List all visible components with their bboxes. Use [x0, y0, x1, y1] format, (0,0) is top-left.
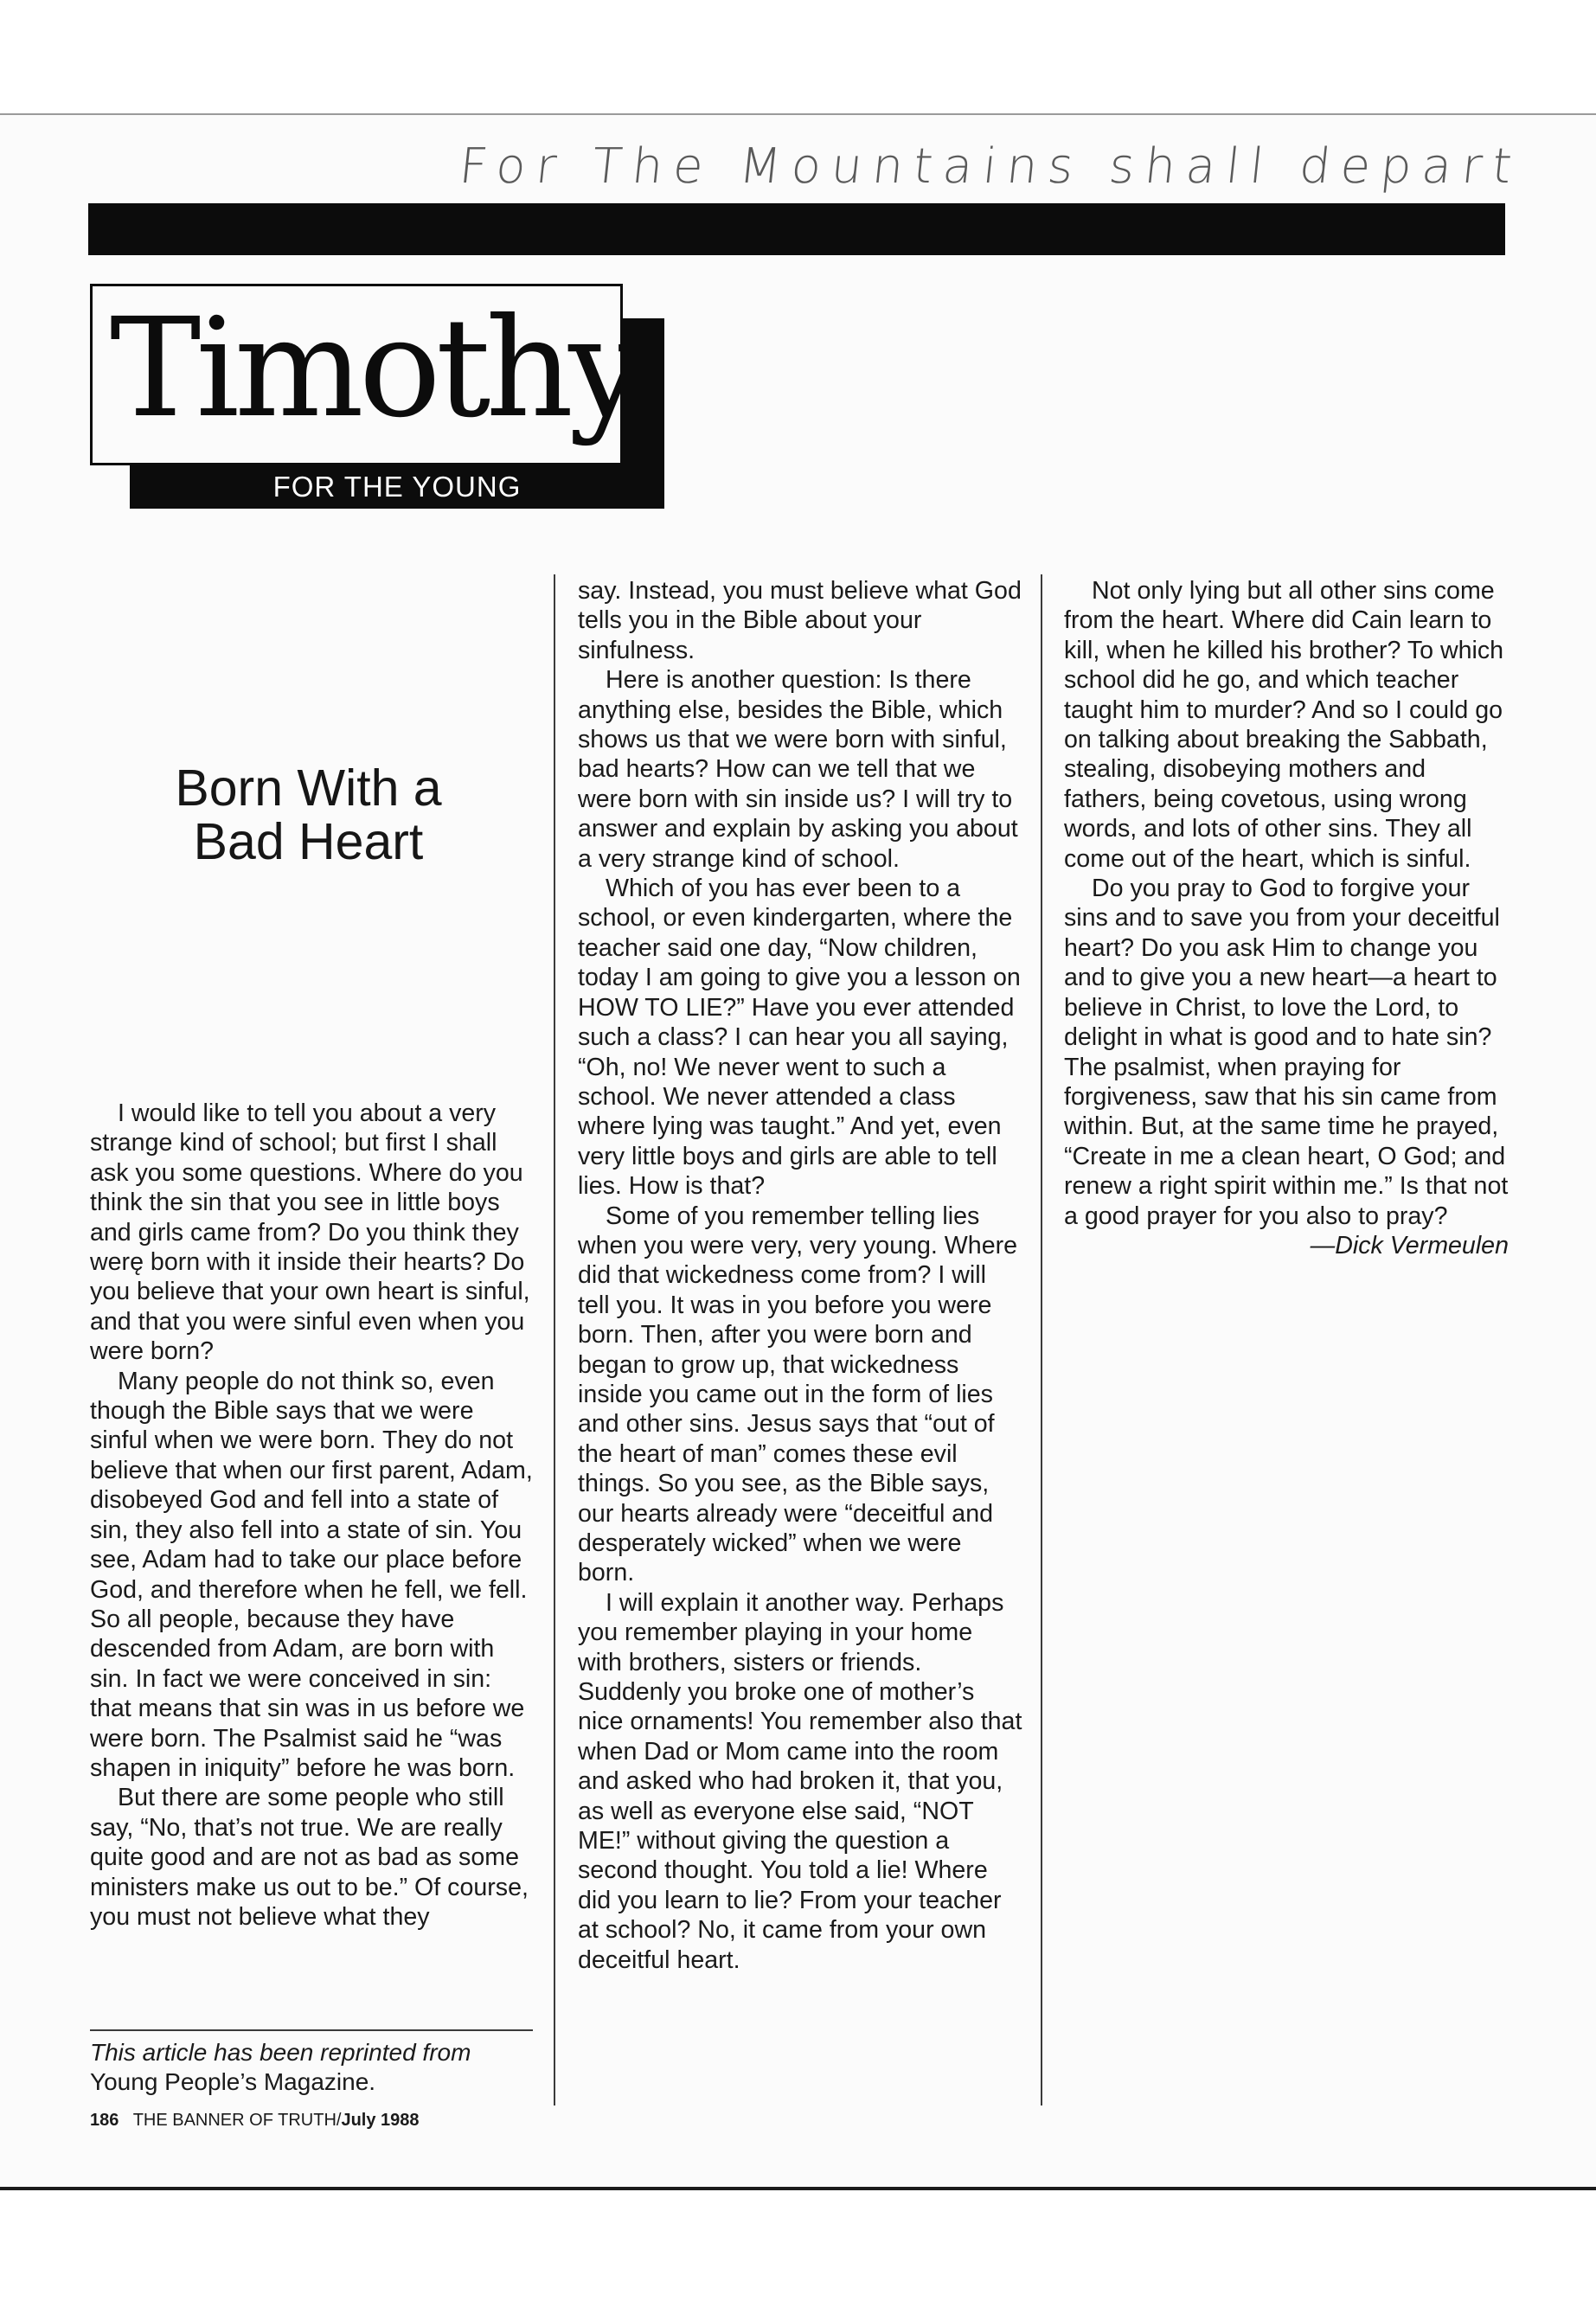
- masthead-title: Timothy: [110, 289, 641, 448]
- page-footer: [90, 2111, 609, 2131]
- paragraph: Some of you remember telling lies when you were very, very young. Where did that wickedness come from? I will tell you. It was in you before you were born. Then, after you were born and began to grow up, that wickedness inside you came out in the form of lies and other sins. Jesus says that “out of the heart of man” comes these evil things. So you see, as the Bible says, our hearts already were “deceitful and desperately wicked” when we were born.: [578, 1202, 1018, 1587]
- article-title: [90, 761, 527, 868]
- author-signature: —Dick Vermeulen: [1310, 1231, 1509, 1259]
- paragraph: Which of you has ever been to a school, or even kindergarten, where the teacher said one day, “Now children, today I am going to give you a lesson on HOW TO LIE?” Have you ever attended such a class? I can hear you all saying, “Oh, no! We never went to such a school. We never attended a class where lying was taught.” And yet, even very little boys and girls are able to tell lies. How is that?: [578, 875, 1021, 1201]
- reprint-note-italic: This article has been reprinted from: [90, 2039, 471, 2066]
- article-title-line-2: Bad Heart: [193, 813, 424, 870]
- page-number: 186: [90, 2111, 119, 2130]
- masthead-subtitle: FOR THE YOUNG: [130, 465, 664, 509]
- paragraph: I would like to tell you about a very strange kind of school; but first I shall ask you some questions. Where do you think the sin that you see in little boys and girls came from? Do you think they werę born with it inside their hearts? Do you believe that your own heart is sinful, and that you were sinful even when you were born?: [90, 1099, 530, 1366]
- paragraph: But there are some people who still say, “No, that’s not true. We are really quite good and are not as bad as some ministers make us out to be.” Of course, you must not believe what they: [90, 1784, 529, 1931]
- article-column-1: [90, 1099, 535, 1932]
- reprint-note-source: Young People’s Magazine.: [90, 2068, 376, 2095]
- paragraph: Here is another question: Is there anything else, besides the Bible, which shows us that we were born with sinful, bad hearts? How can we tell that we were born with sin inside us? I will try to answer and explain by asking you about a very strange kind of school.: [578, 666, 1018, 873]
- article-column-3: [1064, 576, 1509, 1260]
- article-title-line-1: Born With a: [175, 760, 442, 817]
- masthead-box: [90, 284, 641, 465]
- column-divider-2: [1041, 574, 1042, 2106]
- issue-date: July 1988: [341, 2111, 420, 2130]
- article-column-2: [578, 576, 1022, 1975]
- paragraph: Not only lying but all other sins come from the heart. Where did Cain learn to kill, when he killed his brother? To which school did he go, and which teacher taught him to murder? And so I could go on talking about breaking the Sabbath, stealing, disobeying mothers and fathers, being covetous, using wrong words, and lots of other sins. They all come out of the heart, which is sinful.: [1064, 577, 1504, 873]
- paragraph: I will explain it another way. Perhaps you remember playing in your home with brothers, sisters or friends. Suddenly you broke one of mother’s nice ornaments! You remember also that when Dad or Mom came into the room and asked who had broken it, that you, as well as everyone else said, “NOT ME!” without giving the question a second thought. You told a lie! Where did you learn to lie? From your teacher at school? No, it came from your own deceitful heart.: [578, 1588, 1022, 1974]
- handwritten-note: For The Mountains shall depart: [456, 138, 1525, 195]
- paragraph: Many people do not think so, even though the Bible says that we were sinful when we were born. They do not believe that when our first parent, Adam, disobeyed God and fell into a state of sin, they also fell into a state of sin. You see, Adam had to take our place before God, and therefore when he fell, we fell. So all people, because they have descended from Adam, are born with sin. In fact we were conceived in sin: that means that sin was in us before we were born. The Psalmist said he “was shapen in iniquity” before he was born.: [90, 1367, 533, 1782]
- note-divider: [90, 2029, 533, 2031]
- paragraph: Do you pray to God to forgive your sins and to save you from your deceitful heart? Do you ask Him to change you and to give you a new heart—a heart to believe in Christ, to love the Lord, to delight in what is good and to hate sin? The psalmist, when praying for forgiveness, saw that his sin came from within. But, at the same time he prayed, “Create in me a clean heart, O God; and renew a right spirit within me.” Is that not a good prayer for you also to pray?: [1064, 875, 1509, 1230]
- publication-name: THE BANNER OF TRUTH/: [132, 2111, 342, 2130]
- column-divider-1: [554, 574, 555, 2106]
- paragraph: say. Instead, you must believe what God tells you in the Bible about your sinfulness.: [578, 577, 1022, 664]
- header-bar: [88, 203, 1505, 255]
- reprint-note: [90, 2038, 535, 2097]
